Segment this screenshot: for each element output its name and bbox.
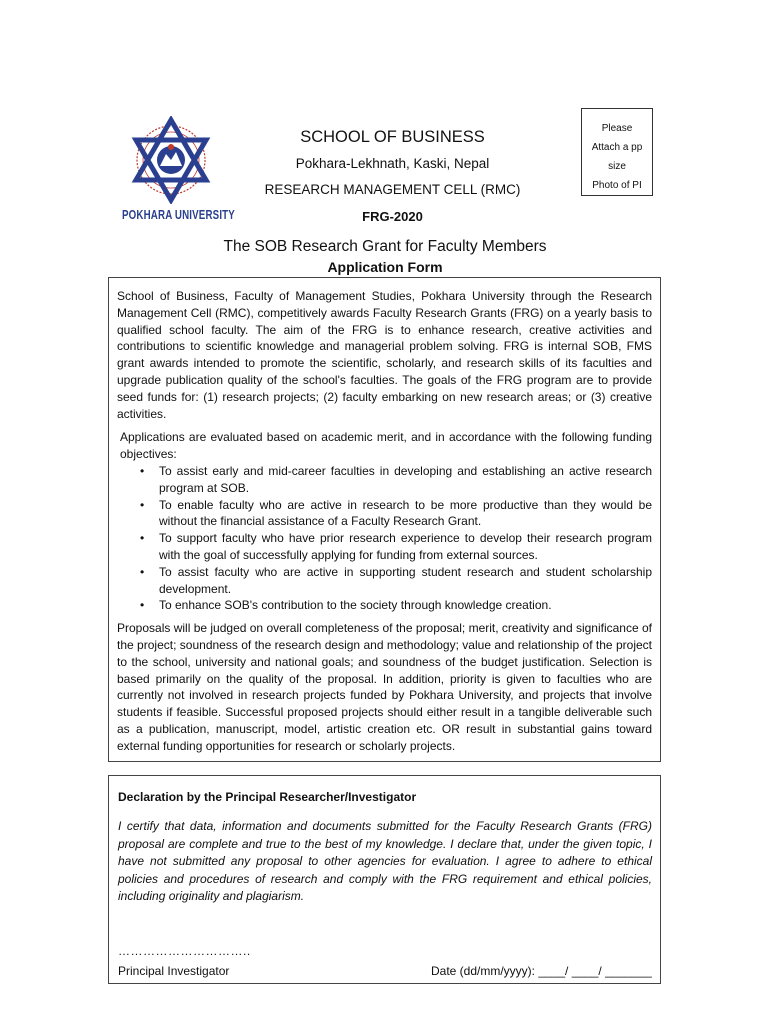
logo-university-name: POKHARA UNIVERSITY xyxy=(122,208,235,222)
cell-name: RESEARCH MANAGEMENT CELL (RMC) xyxy=(264,182,521,197)
intro-paragraph-1: School of Business, Faculty of Management Studies, Pokhara University through the Research Management Cell (RMC), competitively awards Faculty Research Grants (FRG) on a yearly basis to qualified school faculty. The aim of the FRG is to enhance research, creative activities and contributions to scientific knowledge and managerial problem solving. FRG is internal SOB, FMS grant awards intended to promote the scientific, scholarly, and research skills of its faculties and upgrade publication quality of the school's faculties. The goals of the FRG program are to provide seed funds for: (1) research projects; (2) faculty embarking on new research areas; or (3) creative activities. xyxy=(117,289,652,421)
intro-paragraph-3: Proposals will be judged on overall completeness of the proposal; merit, creativity and significance of the project; soundness of the research design and methodology; value and relationship of the project to the school, university and national goals; and soundness of the budget justification. Selection is based primarily on the quality of the proposal. In addition, priority is given to faculties who are currently not involved in research projects funded by Pokhara University, and projects that involve students if feasible. Successful proposed projects should either result in a tangible deliverable such as a publication, manuscript, model, artistic creation etc. OR result in substantial gains toward external funding opportunities for research or scholarly projects. xyxy=(117,621,652,753)
list-item: • To enable faculty who are active in research to be more productive than they would be without the financial assistance of a Faculty Research Grant. xyxy=(140,497,652,529)
objectives-list xyxy=(117,463,652,614)
form-subtitle: Application Form xyxy=(327,259,443,275)
declaration-text: I certify that data, information and documents submitted for the Faculty Research Grants (FRG) proposal are complete and true to the best of my knowledge. I declare that, under the given topic, I have not submitted any proposal to other agencies for evaluation. I agree to adhere to ethical policies and procedures of research and comply with the FRG requirement and ethical policies, including originality and plagiarism. xyxy=(118,819,652,904)
declaration-title: Declaration by the Principal Researcher/Investigator xyxy=(118,790,417,804)
signature-label: Principal Investigator xyxy=(118,964,230,978)
introduction-box xyxy=(108,277,661,762)
university-logo xyxy=(108,116,234,228)
document-header xyxy=(250,128,535,224)
form-title: The SOB Research Grant for Faculty Members xyxy=(223,238,547,255)
photo-box-line-1: Please xyxy=(601,123,633,134)
frg-code: FRG-2020 xyxy=(362,209,423,224)
date-field[interactable]: Date (dd/mm/yyyy): ____/ ____/ _______ xyxy=(431,964,652,978)
bullet-icon: • xyxy=(140,497,145,512)
list-item: • To assist early and mid-career faculties in developing and establishing an active research program at SOB. xyxy=(140,463,652,495)
photo-box-line-2: Attach a pp xyxy=(591,142,643,153)
university-emblem-icon xyxy=(108,116,234,204)
declaration-box xyxy=(108,775,661,984)
bullet-icon: • xyxy=(140,531,145,546)
bullet-icon: • xyxy=(140,598,145,613)
bullet-icon: • xyxy=(140,463,145,478)
bullet-icon: • xyxy=(140,564,145,579)
photo-box-line-3: size xyxy=(608,161,626,172)
school-address: Pokhara-Lekhnath, Kaski, Nepal xyxy=(295,156,490,171)
photo-box-line-4: Photo of PI xyxy=(592,180,642,191)
photo-placeholder-box[interactable] xyxy=(581,108,653,196)
list-item: • To assist faculty who are active in supporting student research and student scholarship development. xyxy=(140,564,652,596)
signature-line[interactable]: ………………………….. xyxy=(118,944,251,958)
list-item: • To enhance SOB's contribution to the society through knowledge creation. xyxy=(140,598,552,613)
school-name: SCHOOL OF BUSINESS xyxy=(300,128,485,146)
intro-paragraph-2: Applications are evaluated based on academic merit, and in accordance with the following funding objectives: xyxy=(120,430,652,462)
list-item: • To support faculty who have prior research experience to develop their research program with the goal of successfully applying for funding from external sources. xyxy=(140,531,652,562)
